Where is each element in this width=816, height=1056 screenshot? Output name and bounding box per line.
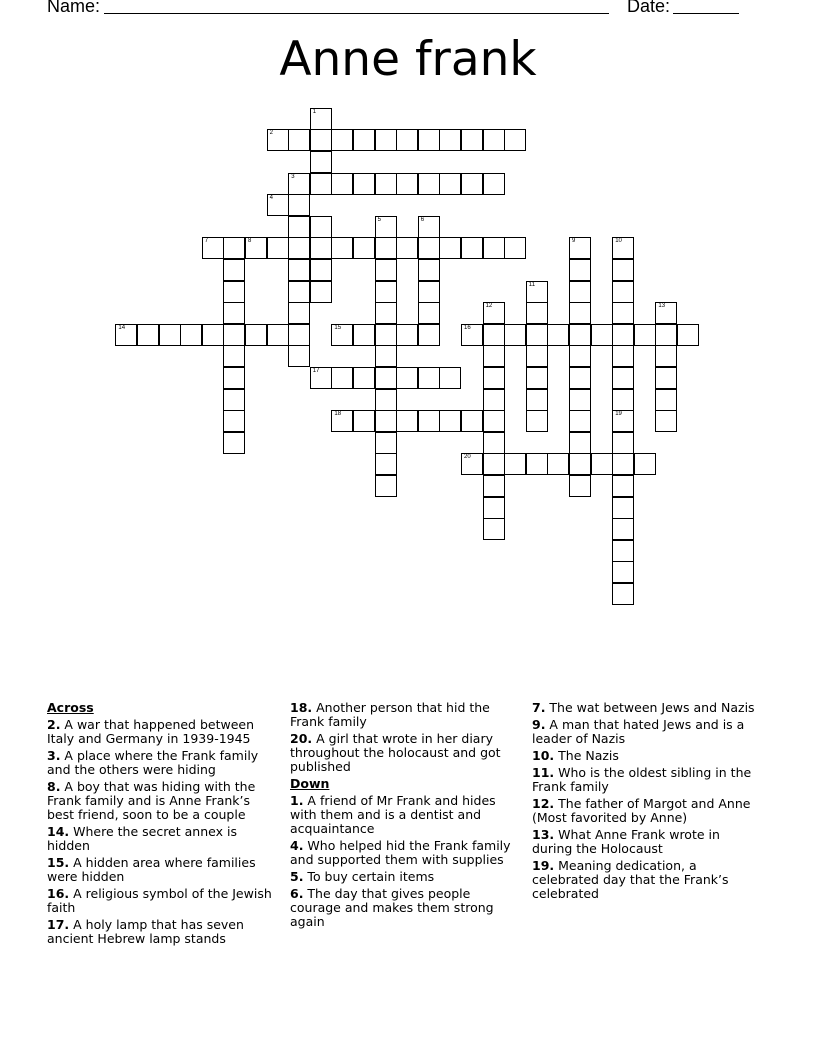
grid-cell[interactable] [655,410,677,432]
grid-cell[interactable] [353,129,375,151]
grid-cell[interactable] [375,129,397,151]
clue-item-text: Who helped hid the Frank family and supported them with supplies [290,838,511,867]
grid-cell[interactable] [396,129,418,151]
grid-cell[interactable] [612,367,634,389]
grid-cell[interactable] [526,281,548,303]
clue-item-text: A place where the Frank family and the others were hiding [47,748,259,777]
grid-cell[interactable] [137,324,159,346]
grid-cell[interactable] [331,367,353,389]
grid-cell[interactable] [375,324,397,346]
date-label: Date: [627,0,671,16]
clue-item [290,701,522,729]
clue-item-number: 14. [47,824,70,839]
grid-cell[interactable] [267,237,289,259]
grid-cell[interactable] [461,410,483,432]
clue-item-number: 11. [532,765,555,780]
clue-number: 13 [658,303,666,310]
grid-cell[interactable] [353,410,375,432]
clue-column-2 [290,701,522,932]
grid-cell[interactable] [569,237,591,259]
grid-cell[interactable] [612,583,634,605]
clue-item-number: 4. [290,838,304,853]
grid-cell[interactable] [439,173,461,195]
grid-cell[interactable] [612,453,634,475]
clue-item-text: A war that happened between Italy and Germany in 1939-1945 [47,717,255,746]
grid-cell[interactable] [439,367,461,389]
grid-cell[interactable] [526,410,548,432]
grid-cell[interactable] [353,324,375,346]
clue-item-number: 18. [290,700,313,715]
grid-cell[interactable] [483,475,505,497]
down-heading: Down [290,776,330,791]
grid-cell[interactable] [288,281,310,303]
grid-cell[interactable] [396,173,418,195]
grid-cell[interactable] [288,194,310,216]
clue-item-number: 3. [47,748,61,763]
clue-number: 12 [485,303,493,310]
grid-cell[interactable] [288,302,310,324]
grid-cell[interactable] [526,389,548,411]
grid-cell[interactable] [115,324,137,346]
grid-cell[interactable] [331,173,353,195]
grid-cell[interactable] [375,367,397,389]
grid-cell[interactable] [612,497,634,519]
clue-item-number: 2. [47,717,61,732]
grid-cell[interactable] [634,324,656,346]
grid-cell[interactable] [504,324,526,346]
clue-item [47,718,279,746]
grid-cell[interactable] [267,194,289,216]
grid-cell[interactable] [612,432,634,454]
grid-cell[interactable] [418,259,440,281]
grid-cell[interactable] [310,129,332,151]
grid-cell[interactable] [245,324,267,346]
grid-cell[interactable] [223,237,245,259]
grid-cell[interactable] [396,410,418,432]
grid-cell[interactable] [288,173,310,195]
clue-item-number: 20. [290,731,313,746]
grid-cell[interactable] [396,367,418,389]
grid-cell[interactable] [439,410,461,432]
clue-item-number: 19. [532,858,555,873]
clue-item-text: The father of Margot and Anne (Most favorited by Anne) [532,796,751,825]
clue-item [532,766,764,794]
clue-item-number: 6. [290,886,304,901]
grid-cell[interactable] [569,345,591,367]
grid-cell[interactable] [483,367,505,389]
grid-cell[interactable] [223,389,245,411]
grid-cell[interactable] [461,237,483,259]
grid-cell[interactable] [310,108,332,130]
grid-cell[interactable] [331,129,353,151]
grid-cell[interactable] [612,389,634,411]
grid-cell[interactable] [612,540,634,562]
clue-number: 11 [528,281,536,288]
clue-number: 6 [420,216,425,223]
grid-cell[interactable] [180,324,202,346]
clue-item-number: 16. [47,886,70,901]
grid-cell[interactable] [418,324,440,346]
clue-item-text: The day that gives people courage and makes them strong again [290,886,494,929]
clue-item [532,701,764,715]
clue-item-number: 10. [532,748,555,763]
grid-cell[interactable] [461,129,483,151]
clue-item [47,918,279,946]
grid-cell[interactable] [483,129,505,151]
grid-cell[interactable] [223,410,245,432]
grid-cell[interactable] [612,518,634,540]
clue-item [290,839,522,867]
grid-cell[interactable] [375,281,397,303]
grid-cell[interactable] [526,367,548,389]
grid-cell[interactable] [439,237,461,259]
grid-cell[interactable] [310,237,332,259]
grid-cell[interactable] [569,410,591,432]
grid-cell[interactable] [504,453,526,475]
grid-cell[interactable] [504,129,526,151]
grid-cell[interactable] [310,151,332,173]
grid-cell[interactable] [591,324,613,346]
clue-column-3 [532,701,764,904]
grid-cell[interactable] [310,173,332,195]
clue-item-text: A religious symbol of the Jewish faith [47,886,272,915]
clue-item-text: A holy lamp that has seven ancient Hebrew lamp stands [47,917,244,946]
grid-cell[interactable] [375,410,397,432]
grid-cell[interactable] [461,324,483,346]
clue-item [290,794,522,836]
grid-cell[interactable] [223,259,245,281]
grid-cell[interactable] [375,389,397,411]
clue-item-text: A hidden area where families were hidden [47,855,256,884]
grid-cell[interactable] [310,259,332,281]
clue-number: 3 [291,173,295,180]
grid-cell[interactable] [655,302,677,324]
clue-item [47,749,279,777]
clue-number: 8 [248,238,252,245]
grid-cell[interactable] [483,497,505,519]
clue-number: 2 [269,130,273,137]
name-label: Name: [47,0,101,16]
grid-cell[interactable] [612,259,634,281]
clue-item [532,718,764,746]
grid-cell[interactable] [202,237,224,259]
clue-item-text: The Nazis [554,748,619,763]
clue-item-text: Where the secret annex is hidden [47,824,237,853]
clue-item [532,859,764,901]
grid-cell[interactable] [375,345,397,367]
grid-cell[interactable] [439,129,461,151]
grid-cell[interactable] [483,389,505,411]
grid-cell[interactable] [418,173,440,195]
grid-cell[interactable] [223,345,245,367]
grid-cell[interactable] [288,237,310,259]
grid-cell[interactable] [483,410,505,432]
grid-cell[interactable] [375,453,397,475]
grid-cell[interactable] [612,475,634,497]
grid-cell[interactable] [310,216,332,238]
grid-cell[interactable] [288,259,310,281]
clue-item [47,780,279,822]
grid-cell[interactable] [612,324,634,346]
grid-cell[interactable] [569,367,591,389]
grid-cell[interactable] [396,324,418,346]
grid-cell[interactable] [569,432,591,454]
grid-cell[interactable] [569,389,591,411]
grid-cell[interactable] [375,216,397,238]
clue-number: 10 [615,238,622,245]
clue-item-number: 5. [290,869,304,884]
clue-item-text: A man that hated Jews and is a leader of Nazis [532,717,745,746]
grid-cell[interactable] [288,216,310,238]
grid-cell[interactable] [526,345,548,367]
grid-cell[interactable] [418,237,440,259]
clue-item-text: Meaning dedication, a celebrated day that the Frank’s celebrated [532,858,729,901]
clue-item-number: 9. [532,717,546,732]
grid-cell[interactable] [331,324,353,346]
grid-cell[interactable] [547,453,569,475]
grid-cell[interactable] [418,410,440,432]
grid-cell[interactable] [612,345,634,367]
across-clues-part-2 [290,701,522,774]
clue-item-number: 17. [47,917,70,932]
grid-cell[interactable] [418,216,440,238]
clue-number: 18 [334,411,342,418]
grid-cell[interactable] [288,345,310,367]
grid-cell[interactable] [267,129,289,151]
grid-cell[interactable] [591,453,613,475]
clue-item-text: Who is the oldest sibling in the Frank family [532,765,752,794]
grid-cell[interactable] [655,367,677,389]
grid-cell[interactable] [569,259,591,281]
clue-item [532,828,764,856]
grid-cell[interactable] [375,475,397,497]
grid-cell[interactable] [483,237,505,259]
grid-cell[interactable] [526,453,548,475]
puzzle-title: Anne frank [279,32,537,87]
across-heading: Across [47,700,94,715]
grid-cell[interactable] [483,345,505,367]
grid-cell[interactable] [612,302,634,324]
clue-item-number: 1. [290,793,304,808]
grid-cell[interactable] [375,237,397,259]
clue-item-text: A girl that wrote in her diary throughout the holocaust and got published [290,731,501,774]
grid-cell[interactable] [634,453,656,475]
clue-item [47,856,279,884]
clue-number: 9 [572,238,576,245]
grid-cell[interactable] [310,367,332,389]
grid-cell[interactable] [483,173,505,195]
grid-cell[interactable] [418,281,440,303]
grid-cell[interactable] [569,302,591,324]
clue-item [290,732,522,774]
grid-cell[interactable] [655,324,677,346]
clue-number: 16 [464,324,471,331]
grid-cell[interactable] [483,432,505,454]
clue-item-text: Another person that hid the Frank family [290,700,490,729]
grid-cell[interactable] [504,237,526,259]
grid-cell[interactable] [483,453,505,475]
clue-item-number: 15. [47,855,70,870]
grid-cell[interactable] [418,302,440,324]
clue-number: 19 [615,411,622,418]
grid-cell[interactable] [353,173,375,195]
clue-item [47,825,279,853]
clue-item [290,887,522,929]
clue-number: 17 [312,368,320,374]
clue-item [290,870,522,884]
grid-cell[interactable] [223,432,245,454]
clue-item [532,797,764,825]
grid-cell[interactable] [375,259,397,281]
grid-cell[interactable] [267,324,289,346]
grid-cell[interactable] [461,173,483,195]
grid-cell[interactable] [569,475,591,497]
clue-item-number: 12. [532,796,555,811]
grid-cell[interactable] [245,237,267,259]
grid-cell[interactable] [612,237,634,259]
grid-cell[interactable] [288,129,310,151]
grid-cell[interactable] [569,324,591,346]
grid-cell[interactable] [569,453,591,475]
grid-cell[interactable] [223,302,245,324]
clue-item-number: 13. [532,827,555,842]
grid-cell[interactable] [331,410,353,432]
grid-cell[interactable] [483,324,505,346]
clue-number: 1 [312,108,317,115]
grid-cell[interactable] [569,281,591,303]
grid-cell[interactable] [483,518,505,540]
grid-cell[interactable] [288,324,310,346]
grid-cell[interactable] [202,324,224,346]
grid-cell[interactable] [331,237,353,259]
grid-cell[interactable] [418,129,440,151]
clue-item-text: The wat between Jews and Nazis [545,700,755,715]
clue-item-text: A boy that was hiding with the Frank family and is Anne Frank’s best friend, soon to be a couple [47,779,256,822]
clue-item-text: To buy certain items [303,869,435,884]
grid-cell[interactable] [396,237,418,259]
clue-item [532,749,764,763]
clue-item-number: 7. [532,700,546,715]
grid-cell[interactable] [375,173,397,195]
clue-item-text: A friend of Mr Frank and hides with them and is a dentist and acquaintance [290,793,496,836]
grid-cell[interactable] [526,302,548,324]
grid-cell[interactable] [310,281,332,303]
clue-item [47,887,279,915]
clue-number: 20 [464,454,471,461]
grid-cell[interactable] [223,281,245,303]
clue-column-1 [47,701,279,949]
grid-cell[interactable] [612,281,634,303]
clue-item-text: What Anne Frank wrote in during the Holocaust [532,827,720,856]
grid-cell[interactable] [483,302,505,324]
grid-cell[interactable] [353,367,375,389]
across-clues-part-1 [47,718,279,946]
grid-cell[interactable] [547,324,569,346]
grid-cell[interactable] [461,453,483,475]
grid-cell[interactable] [375,302,397,324]
grid-cell[interactable] [418,367,440,389]
down-clues-part-2 [532,701,764,901]
grid-cell[interactable] [612,410,634,432]
clue-number: 4 [269,195,273,202]
grid-cell[interactable] [223,367,245,389]
clue-item-number: 8. [47,779,61,794]
grid-cell[interactable] [375,432,397,454]
grid-cell[interactable] [353,237,375,259]
grid-cell[interactable] [159,324,181,346]
clue-number: 15 [334,324,342,331]
clue-number: 5 [377,216,381,223]
clue-number: 14 [118,324,126,331]
grid-cell[interactable] [223,324,245,346]
clue-number: 7 [204,238,209,245]
down-clues-part-1 [290,794,522,929]
grid-cell[interactable] [612,561,634,583]
grid-cell[interactable] [655,389,677,411]
grid-cell[interactable] [655,345,677,367]
grid-cell[interactable] [677,324,699,346]
grid-cell[interactable] [526,324,548,346]
